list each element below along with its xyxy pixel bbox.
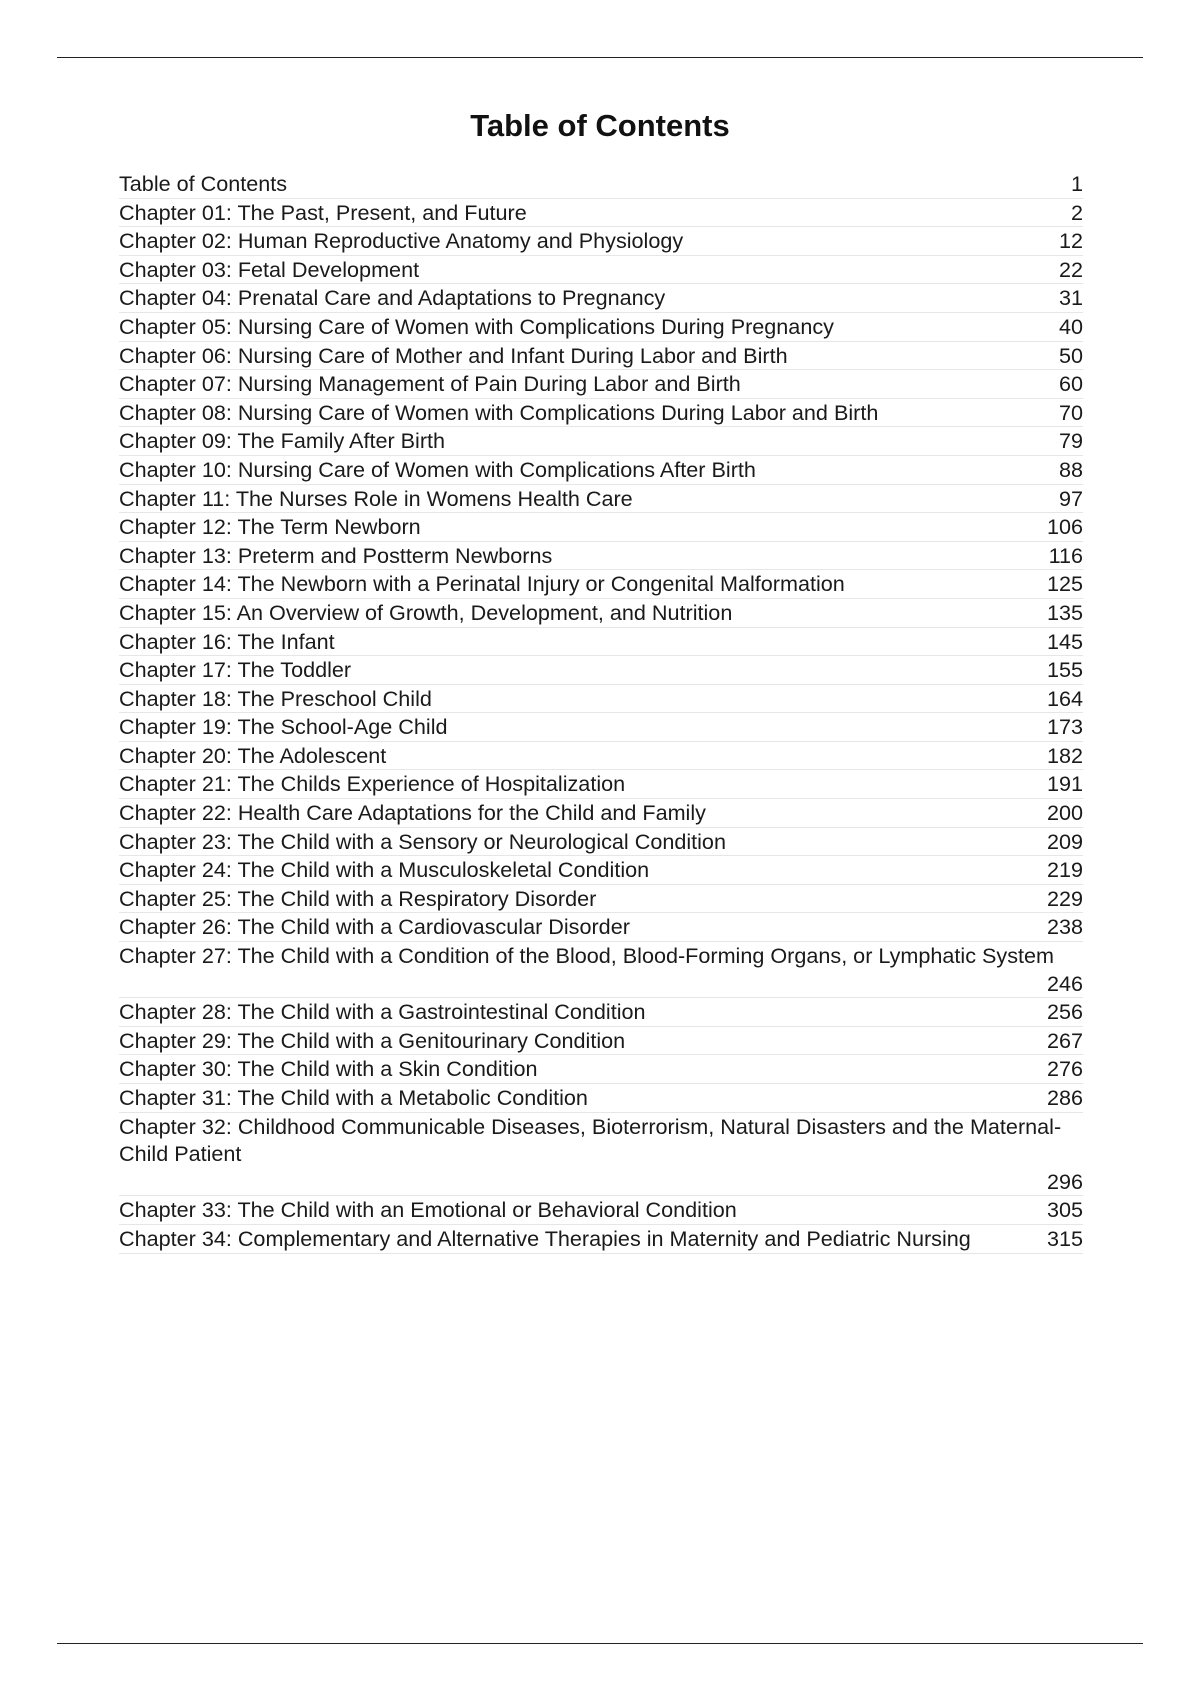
toc-entry-page: 296 (1046, 1168, 1083, 1194)
toc-entry (119, 1113, 1083, 1197)
toc-entry-page: 219 (1046, 857, 1083, 883)
toc-entry-page: 145 (1046, 628, 1083, 654)
toc-entry-page: 256 (1046, 999, 1083, 1025)
toc-entry (119, 742, 1083, 771)
toc-entry (119, 313, 1083, 342)
toc-entry (119, 656, 1083, 685)
toc-entry-page: 22 (1058, 256, 1083, 282)
toc-entry-page: 286 (1046, 1085, 1083, 1110)
toc-entry-title: Chapter 09: The Family After Birth (119, 428, 446, 454)
toc-entry (119, 1225, 1083, 1254)
toc-entry (119, 227, 1083, 256)
toc-entry-title: Chapter 25: The Child with a Respiratory Disorder (119, 885, 597, 911)
toc-entry-page: 238 (1046, 914, 1083, 940)
toc-entry (119, 199, 1083, 228)
toc-entry (119, 599, 1083, 628)
toc-entry-title: Chapter 04: Prenatal Care and Adaptations to Pregnancy (119, 285, 666, 311)
toc-entry-title: Chapter 12: The Term Newborn (119, 514, 421, 540)
toc-entry-title: Chapter 21: The Childs Experience of Hospitalization (119, 771, 626, 797)
toc-entry (119, 856, 1083, 885)
bottom-rule (57, 1643, 1143, 1644)
toc-entry-title: Chapter 30: The Child with a Skin Condition (119, 1056, 538, 1082)
toc-entry-page: 182 (1046, 742, 1083, 768)
toc-entry-title: Chapter 15: An Overview of Growth, Development, and Nutrition (119, 599, 733, 625)
page-title: Table of Contents (470, 108, 730, 143)
toc-entry (119, 342, 1083, 371)
toc-entry (119, 485, 1083, 514)
toc-entry (119, 1084, 1083, 1113)
top-rule (57, 57, 1143, 58)
toc-entry-page: 12 (1058, 228, 1083, 254)
toc-entry-page: 2 (1070, 199, 1083, 225)
toc-entry-title: Chapter 08: Nursing Care of Women with Complications During Labor and Birth (119, 399, 879, 425)
toc-entry-title: Chapter 17: The Toddler (119, 657, 352, 683)
toc-entry-title: Chapter 23: The Child with a Sensory or Neurological Condition (119, 828, 726, 854)
toc-entry-page: 40 (1058, 313, 1083, 339)
toc-entry-title: Chapter 03: Fetal Development (119, 256, 420, 282)
toc-entry-title: Chapter 31: The Child with a Metabolic Condition (119, 1085, 588, 1110)
toc-entry-page: 200 (1046, 800, 1083, 826)
toc-entry-title: Chapter 27: The Child with a Condition of the Blood, Blood-Forming Organs, or Lymphatic System (119, 943, 1054, 969)
toc-entry-title: Chapter 02: Human Reproductive Anatomy and Physiology (119, 228, 684, 254)
toc-entry-title: Chapter 05: Nursing Care of Women with Complications During Pregnancy (119, 313, 834, 339)
toc-entry-page: 209 (1046, 828, 1083, 854)
toc-entry (119, 828, 1083, 857)
toc-entry (119, 427, 1083, 456)
toc-entry-title: Chapter 19: The School-Age Child (119, 714, 448, 740)
toc-entry-page: 106 (1046, 514, 1083, 540)
toc-entry-title: Chapter 29: The Child with a Genitourinary Condition (119, 1027, 626, 1053)
toc-entry-page: 173 (1046, 714, 1083, 740)
toc-entry-title: Chapter 11: The Nurses Role in Womens Health Care (119, 485, 633, 511)
toc-entry (119, 370, 1083, 399)
toc-entry (119, 570, 1083, 599)
toc-entry-page: 97 (1058, 485, 1083, 511)
toc-entry-page: 315 (1046, 1225, 1083, 1251)
toc-entry (119, 284, 1083, 313)
toc-entry-title: Chapter 33: The Child with an Emotional or Behavioral Condition (119, 1197, 737, 1223)
toc-entry (119, 513, 1083, 542)
toc-entry (119, 713, 1083, 742)
toc-entry-page: 305 (1046, 1197, 1083, 1223)
toc-entry-page: 267 (1046, 1027, 1083, 1053)
toc-entry (119, 799, 1083, 828)
toc-entry-title: Chapter 16: The Infant (119, 628, 335, 654)
table-of-contents-list (119, 170, 1083, 1254)
toc-entry (119, 942, 1083, 998)
toc-entry-page: 116 (1048, 542, 1083, 568)
toc-entry-title: Chapter 06: Nursing Care of Mother and Infant During Labor and Birth (119, 342, 788, 368)
toc-entry-page: 164 (1046, 685, 1083, 711)
toc-entry-title: Chapter 22: Health Care Adaptations for the Child and Family (119, 800, 706, 826)
toc-entry-page: 229 (1046, 885, 1083, 911)
toc-entry (119, 770, 1083, 799)
toc-entry-page: 135 (1046, 599, 1083, 625)
toc-entry-title: Chapter 14: The Newborn with a Perinatal Injury or Congenital Malformation (119, 571, 845, 597)
toc-entry (119, 1196, 1083, 1225)
toc-entry-title: Chapter 28: The Child with a Gastrointestinal Condition (119, 999, 646, 1025)
toc-entry-page: 79 (1058, 428, 1083, 454)
toc-entry (119, 170, 1083, 199)
toc-entry-title: Chapter 20: The Adolescent (119, 742, 387, 768)
toc-entry-page: 155 (1046, 657, 1083, 683)
toc-entry (119, 913, 1083, 942)
toc-entry-page: 246 (1046, 970, 1083, 996)
toc-entry (119, 628, 1083, 657)
toc-entry-page: 70 (1058, 399, 1083, 425)
toc-entry-page: 31 (1058, 285, 1083, 311)
toc-entry-page: 50 (1058, 342, 1083, 368)
toc-entry (119, 542, 1083, 571)
toc-entry-page: 1 (1070, 171, 1083, 196)
toc-entry-title: Chapter 01: The Past, Present, and Future (119, 199, 527, 225)
toc-entry-page: 60 (1058, 371, 1083, 397)
toc-entry (119, 885, 1083, 914)
toc-entry-title: Chapter 18: The Preschool Child (119, 685, 432, 711)
toc-entry-title: Chapter 07: Nursing Management of Pain During Labor and Birth (119, 371, 741, 397)
toc-entry-title: Chapter 32: Childhood Communicable Diseases, Bioterrorism, Natural Disasters and the Maternal-Child Patient (119, 1113, 1062, 1167)
toc-entry-page: 88 (1058, 456, 1083, 482)
toc-entry (119, 1055, 1083, 1084)
toc-entry-title: Table of Contents (119, 171, 288, 196)
toc-entry-page: 191 (1046, 771, 1083, 797)
toc-entry-page: 125 (1046, 571, 1083, 597)
toc-entry (119, 256, 1083, 285)
toc-entry (119, 399, 1083, 428)
toc-entry-title: Chapter 13: Preterm and Postterm Newborns (119, 542, 553, 568)
toc-entry (119, 998, 1083, 1027)
toc-entry (119, 456, 1083, 485)
toc-entry (119, 685, 1083, 714)
toc-entry (119, 1027, 1083, 1056)
toc-entry-page: 276 (1046, 1056, 1083, 1082)
toc-entry-title: Chapter 10: Nursing Care of Women with Complications After Birth (119, 456, 756, 482)
toc-entry-title: Chapter 34: Complementary and Alternative Therapies in Maternity and Pediatric Nursing (119, 1225, 971, 1251)
toc-entry-title: Chapter 24: The Child with a Musculoskeletal Condition (119, 857, 650, 883)
toc-entry-title: Chapter 26: The Child with a Cardiovascular Disorder (119, 914, 630, 940)
